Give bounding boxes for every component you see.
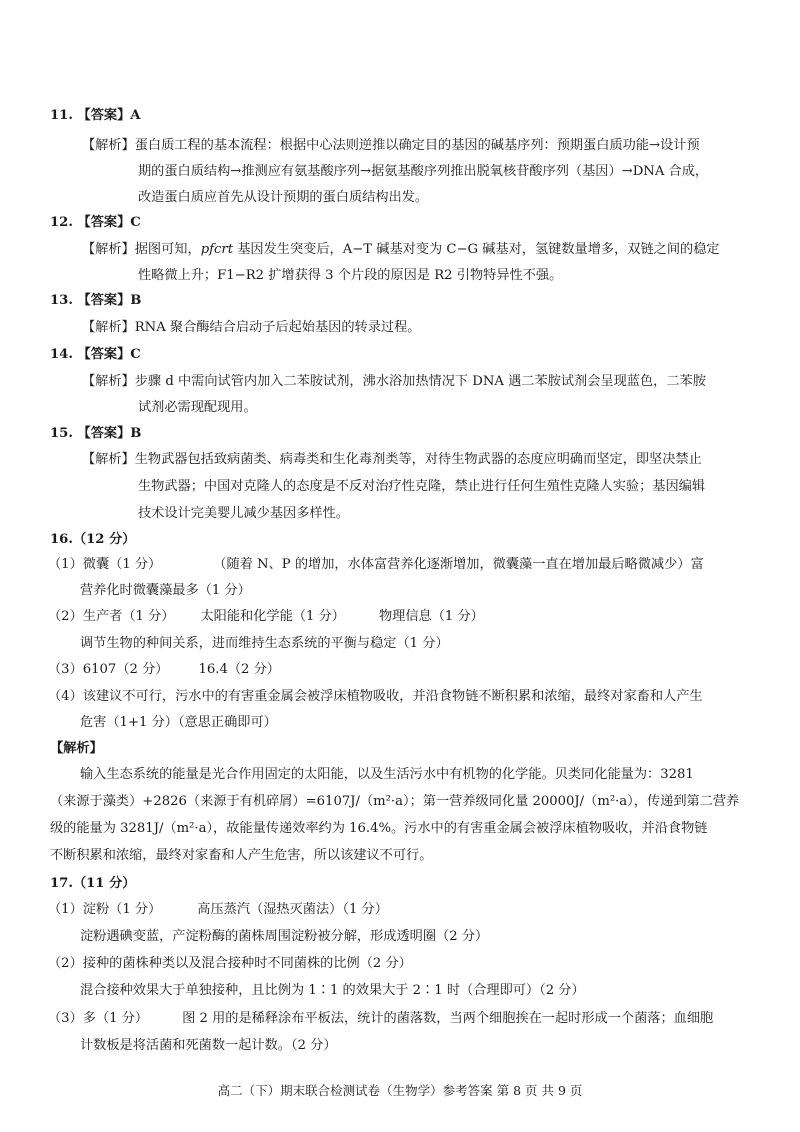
q16-explanation-line-3: 级的能量为 3281J/（m²·a），故能量传递效率约为 16.4%。污水中的有害重金属会被浮床植物吸收，并沿食物链 (50, 821, 708, 836)
q15-explanation-line-2: 生物武器；中国对克隆人的态度是不反对治疗性克隆，禁止进行任何生殖性克隆人实验；基因编辑 (138, 479, 706, 494)
q16-part1-line-2: 营养化时微囊藻最多（1 分） (80, 583, 251, 598)
q11-explanation-line-2: 期的蛋白质结构→推测应有氨基酸序列→据氨基酸序列推出脱氧核苷酸序列（基因）→DNA 合成， (138, 164, 709, 179)
q17-part1-line-2: 淀粉遇碘变蓝，产淀粉酶的菌株周围淀粉被分解，形成透明圈（2 分） (80, 929, 489, 944)
q16-explanation-line-2: （来源于藻类）+2826（来源于有机碎屑）=6107J/（m²·a）；第一营养级同化量 20000J/（m²·a），传递到第二营养 (50, 794, 740, 809)
q16-explanation-line-4: 不断积累和浓缩，最终对家畜和人产生危害，所以该建议不可行。 (50, 848, 433, 863)
q16-part1-line-1 (48, 556, 704, 574)
q14-explanation-line-1: 【解析】步骤 d 中需向试管内加入二苯胺试剂，沸水浴加热情况下 DNA 遇二苯胺试剂会呈现蓝色，二苯胺 (82, 374, 706, 389)
q11-explanation-line-1: 【解析】蛋白质工程的基本流程：根据中心法则逆推以确定目的基因的碱基序列：预期蛋白质功能→设计预 (82, 138, 700, 153)
q16-heading: 16.（12 分） (50, 532, 136, 547)
page-footer: 高二（下）期末联合检测试卷（生物学）参考答案 第 8 页 共 9 页 (217, 1083, 583, 1098)
q16-part1-note: （随着 N、P 的增加，水体富营养化逐渐增加，微囊藻一直在增加最后略微减少）富 (213, 557, 704, 572)
q13-answer: 13. 【答案】B (50, 293, 142, 308)
q11-answer: 11. 【答案】A (50, 108, 141, 123)
q16-part2-answer-a: （2）生产者（1 分） (48, 609, 175, 624)
q17-part3-line-2: 计数板是将活菌和死菌数一起计数。（2 分） (80, 1038, 337, 1053)
q17-part3-reason: 图 2 用的是稀释涂布平板法，统计的菌落数，当两个细胞挨在一起时形成一个菌落；血细胞 (182, 1011, 714, 1026)
q16-part4-line-1: （4）该建议不可行，污水中的有害重金属会被浮床植物吸收，并沿食物链不断积累和浓缩，最终对家畜和人产生 (48, 689, 703, 704)
q16-part2-answer-b: 太阳能和化学能（1 分） (200, 609, 345, 624)
q15-explanation-line-3: 技术设计完美婴儿减少基因多样性。 (138, 506, 349, 521)
q16-part3 (48, 661, 280, 679)
q16-part2-line-1 (48, 608, 484, 626)
q17-part2-line-2: 混合接种效果大于单独接种，且比例为 1∶1 的效果大于 2∶1 时（合理即可）（2 分） (80, 983, 585, 998)
q16-part3-answer-a: （3）6107（2 分） (48, 662, 169, 677)
q14-explanation-line-2: 试剂必需现配现用。 (138, 400, 257, 415)
q17-part1-answer-b: 高压蒸汽（湿热灭菌法）（1 分） (197, 902, 388, 917)
q12-explanation-rest: 基因发生突变后，A−T 碱基对变为 C−G 碱基对，氢键数量增多，双链之间的稳定 (233, 242, 720, 257)
q16-part2-answer-c: 物理信息（1 分） (378, 609, 484, 624)
q14-answer: 14. 【答案】C (50, 347, 141, 362)
q17-part3-line-1 (48, 1010, 713, 1028)
q12-explanation-line-1 (82, 241, 720, 259)
q16-part2-line-2: 调节生物的种间关系，进而维持生态系统的平衡与稳定（1 分） (80, 636, 449, 651)
q17-part1-answer-a: （1）淀粉（1 分） (48, 902, 162, 917)
q17-part2-line-1: （2）接种的菌株种类以及混合接种时不同菌株的比例（2 分） (48, 956, 412, 971)
q15-explanation-line-1: 【解析】生物武器包括致病菌类、病毒类和生化毒剂类等，对待生物武器的态度应明确而坚定，即坚决禁止 (82, 452, 702, 467)
q16-explanation-heading: 【解析】 (50, 741, 103, 756)
q13-explanation-line-1: 【解析】RNA 聚合酶结合启动子后起始基因的转录过程。 (82, 320, 421, 335)
q16-explanation-line-1: 输入生态系统的能量是光合作用固定的太阳能，以及生活污水中有机物的化学能。贝类同化能量为：3281 (80, 767, 694, 782)
q12-explanation-prefix: 【解析】据图可知， (82, 242, 201, 257)
q16-part1-answer: （1）微囊（1 分） (48, 557, 162, 572)
q17-part1-line-1 (48, 901, 388, 919)
q12-explanation-line-2: 性略微上升；F1−R2 扩增获得 3 个片段的原因是 R2 引物特异性不强。 (138, 268, 563, 283)
q17-heading: 17.（11 分） (50, 876, 136, 891)
q16-part4-line-2: 危害（1+1 分）（意思正确即可） (80, 715, 277, 730)
q12-answer: 12. 【答案】C (50, 215, 141, 230)
q15-answer: 15. 【答案】B (50, 426, 142, 441)
q16-part3-answer-b: 16.4（2 分） (198, 662, 280, 677)
q11-explanation-line-3: 改造蛋白质应首先从设计预期的蛋白质结构出发。 (138, 190, 429, 205)
q17-part3-answer: （3）多（1 分） (48, 1011, 149, 1026)
q12-gene-name: pfcrt (200, 242, 233, 257)
